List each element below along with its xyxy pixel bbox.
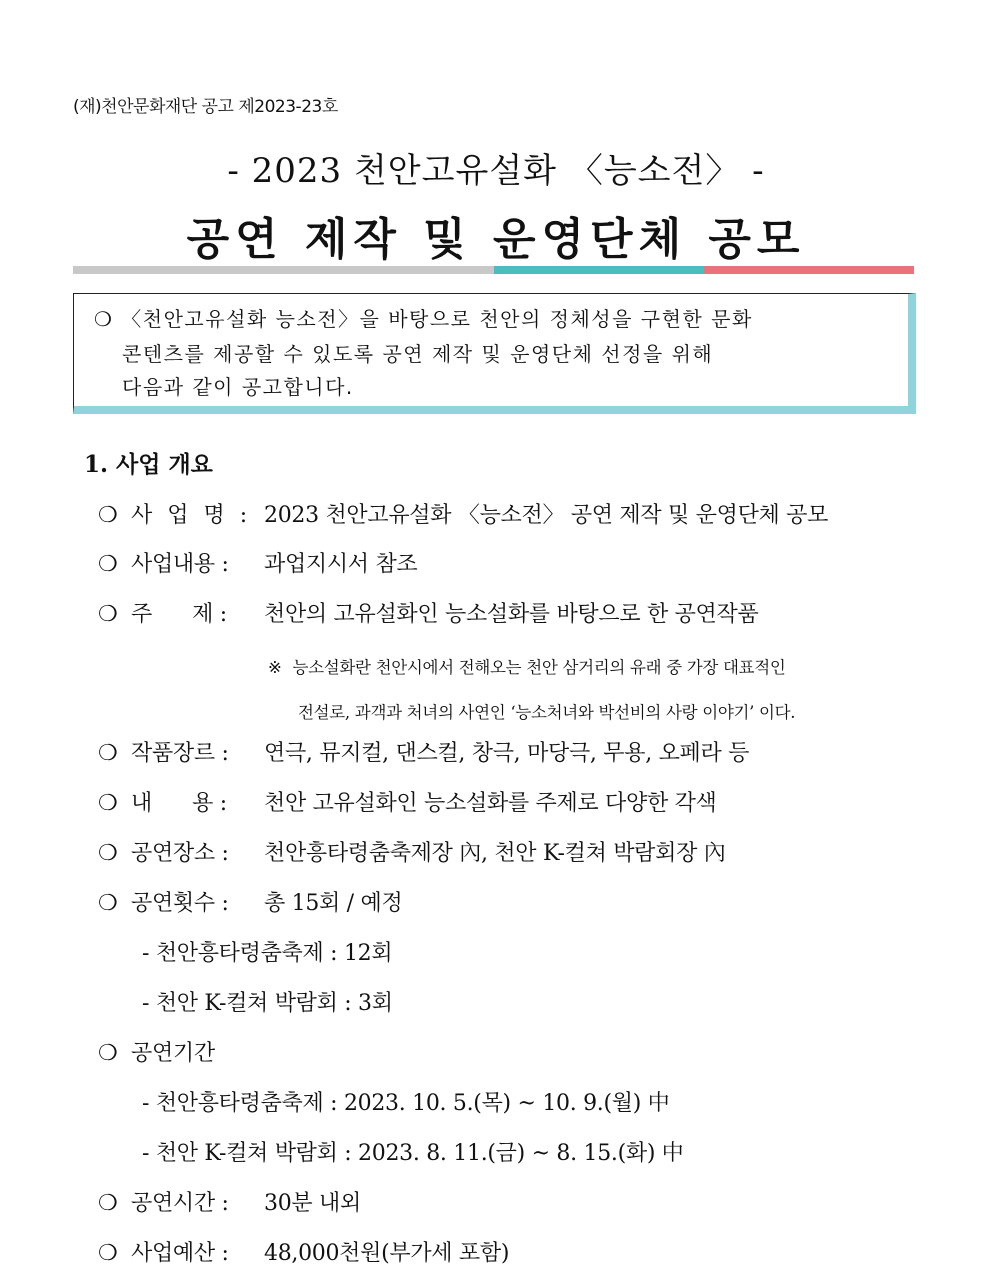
list-item: ❍ 공연시간 : 30분 내외 bbox=[98, 1191, 361, 1216]
section-heading: 1. 사업 개요 bbox=[84, 451, 213, 478]
list-item: ❍ 공연기간 bbox=[98, 1041, 215, 1066]
sub-item: - 천안 K-컬쳐 박람회 : 2023. 8. 11.(금) ~ 8. 15.(화) 中 bbox=[142, 1141, 684, 1166]
list-item: ❍ 공연장소 : 천안흥타령춤축제장 內, 천안 K-컬쳐 박람회장 內 bbox=[98, 841, 726, 866]
intro-box bbox=[73, 293, 916, 414]
bullet-icon: ❍ bbox=[98, 503, 118, 528]
list-item: ❍ 주 제 : 천안의 고유설화인 능소설화를 바탕으로 한 공연작품 bbox=[98, 602, 759, 627]
bullet-icon: ❍ bbox=[98, 552, 118, 577]
bullet-icon: ❍ bbox=[98, 741, 118, 766]
bullet-icon: ❍ bbox=[98, 1041, 118, 1066]
list-item: ❍ 사 업 명 : 2023 천안고유설화 〈능소전〉 공연 제작 및 운영단체 공모 bbox=[98, 503, 829, 528]
bullet-icon: ❍ bbox=[98, 891, 118, 916]
bullet-icon: ❍ bbox=[98, 602, 118, 627]
list-item: ❍ 작품장르 : 연극, 뮤지컬, 댄스컬, 창극, 마당극, 무용, 오페라 등 bbox=[98, 741, 750, 766]
bullet-icon: ❍ bbox=[98, 791, 118, 816]
notice-number: (재)천안문화재단 공고 제2023-23호 bbox=[73, 97, 338, 117]
note-line-1: ※ 능소설화란 천안시에서 전해오는 천안 삼거리의 유래 중 가장 대표적인 bbox=[268, 658, 786, 677]
list-item: ❍ 사업예산 : 48,000천원(부가세 포함) bbox=[98, 1241, 510, 1266]
divider-teal bbox=[494, 266, 704, 274]
document-title: 공연 제작 및 운영단체 공모 bbox=[186, 214, 806, 265]
bullet-icon: ❍ bbox=[98, 1241, 118, 1266]
divider-red bbox=[704, 266, 914, 274]
bullet-icon: ❍ bbox=[94, 307, 114, 331]
list-item: ❍ 사업내용 : 과업지시서 참조 bbox=[98, 552, 418, 577]
list-item: ❍ 공연횟수 : 총 15회 / 예정 bbox=[98, 891, 403, 916]
intro-line-3: 다음과 같이 공고합니다. bbox=[122, 375, 354, 399]
intro-line-2: 콘텐츠를 제공할 수 있도록 공연 제작 및 운영단체 선정을 위해 bbox=[122, 342, 714, 366]
bullet-icon: ❍ bbox=[98, 841, 118, 866]
bullet-icon: ❍ bbox=[98, 1191, 118, 1216]
intro-line-1: ❍ 〈천안고유설화 능소전〉을 바탕으로 천안의 정체성을 구현한 문화 bbox=[94, 307, 753, 331]
sub-item: - 천안흥타령춤축제 : 2023. 10. 5.(목) ~ 10. 9.(월) 中 bbox=[142, 1091, 670, 1116]
sub-item: - 천안흥타령춤축제 : 12회 bbox=[142, 941, 393, 966]
reference-mark-icon: ※ bbox=[268, 658, 282, 677]
sub-item: - 천안 K-컬쳐 박람회 : 3회 bbox=[142, 991, 393, 1016]
list-item: ❍ 내 용 : 천안 고유설화인 능소설화를 주제로 다양한 각색 bbox=[98, 791, 717, 816]
divider-gray bbox=[73, 266, 494, 274]
note-line-2: 전설로, 과객과 처녀의 사연인 ‘능소처녀와 박선비의 사랑 이야기’ 이다. bbox=[298, 703, 796, 722]
document-subtitle: - 2023 천안고유설화 〈능소전〉 - bbox=[227, 151, 765, 191]
